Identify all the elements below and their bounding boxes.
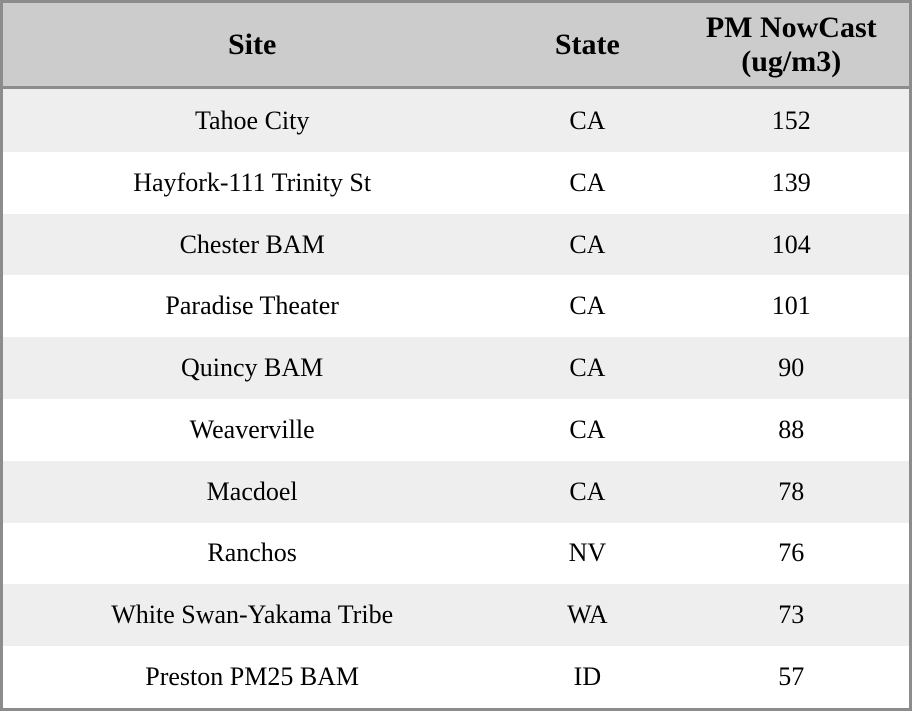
table-row (3, 461, 909, 523)
table-row (3, 152, 909, 214)
table-row (3, 646, 909, 708)
cell-state: WA (567, 600, 608, 630)
table-row (3, 88, 909, 152)
cell-pm-nowcast: 139 (771, 167, 811, 197)
cell-site: Preston PM25 BAM (145, 662, 360, 692)
cell-pm-nowcast: 101 (771, 291, 811, 321)
cell-state: CA (569, 105, 606, 135)
cell-pm-nowcast: 88 (778, 414, 805, 444)
cell-site: Quincy BAM (181, 353, 324, 383)
cell-site: Hayfork-111 Trinity St (133, 167, 372, 197)
cell-pm-nowcast: 78 (778, 476, 805, 506)
table-row (3, 399, 909, 461)
cell-pm-nowcast: 76 (778, 538, 805, 568)
air-quality-table (3, 3, 909, 708)
cell-state: NV (568, 538, 607, 568)
cell-state: CA (569, 414, 606, 444)
table-row (3, 584, 909, 646)
table-body (3, 88, 909, 708)
cell-state: CA (569, 353, 606, 383)
cell-pm-nowcast: 104 (771, 229, 811, 259)
table-header (3, 3, 909, 88)
cell-state: CA (569, 476, 606, 506)
cell-state: CA (569, 229, 606, 259)
cell-site: Macdoel (206, 476, 298, 506)
cell-pm-nowcast: 152 (771, 105, 811, 135)
cell-state: ID (573, 662, 602, 692)
table-row (3, 337, 909, 399)
cell-pm-nowcast: 73 (778, 600, 805, 630)
cell-site: Chester BAM (179, 229, 325, 259)
table-header-row (3, 3, 909, 88)
cell-site: Ranchos (207, 538, 297, 568)
cell-pm-nowcast: 57 (778, 662, 805, 692)
cell-state: CA (569, 167, 606, 197)
column-header-pm-nowcast: PM NowCast (ug/m3) (673, 3, 909, 88)
cell-site: Tahoe City (194, 105, 310, 135)
cell-site: Paradise Theater (165, 291, 339, 321)
cell-pm-nowcast: 90 (778, 353, 805, 383)
cell-state: CA (569, 291, 606, 321)
column-header-state: State (501, 3, 673, 88)
table-row (3, 523, 909, 585)
cell-site: White Swan-Yakama Tribe (111, 600, 394, 630)
table-row (3, 275, 909, 337)
cell-site: Weaverville (189, 414, 315, 444)
table-row (3, 214, 909, 276)
column-header-site: Site (3, 3, 501, 88)
